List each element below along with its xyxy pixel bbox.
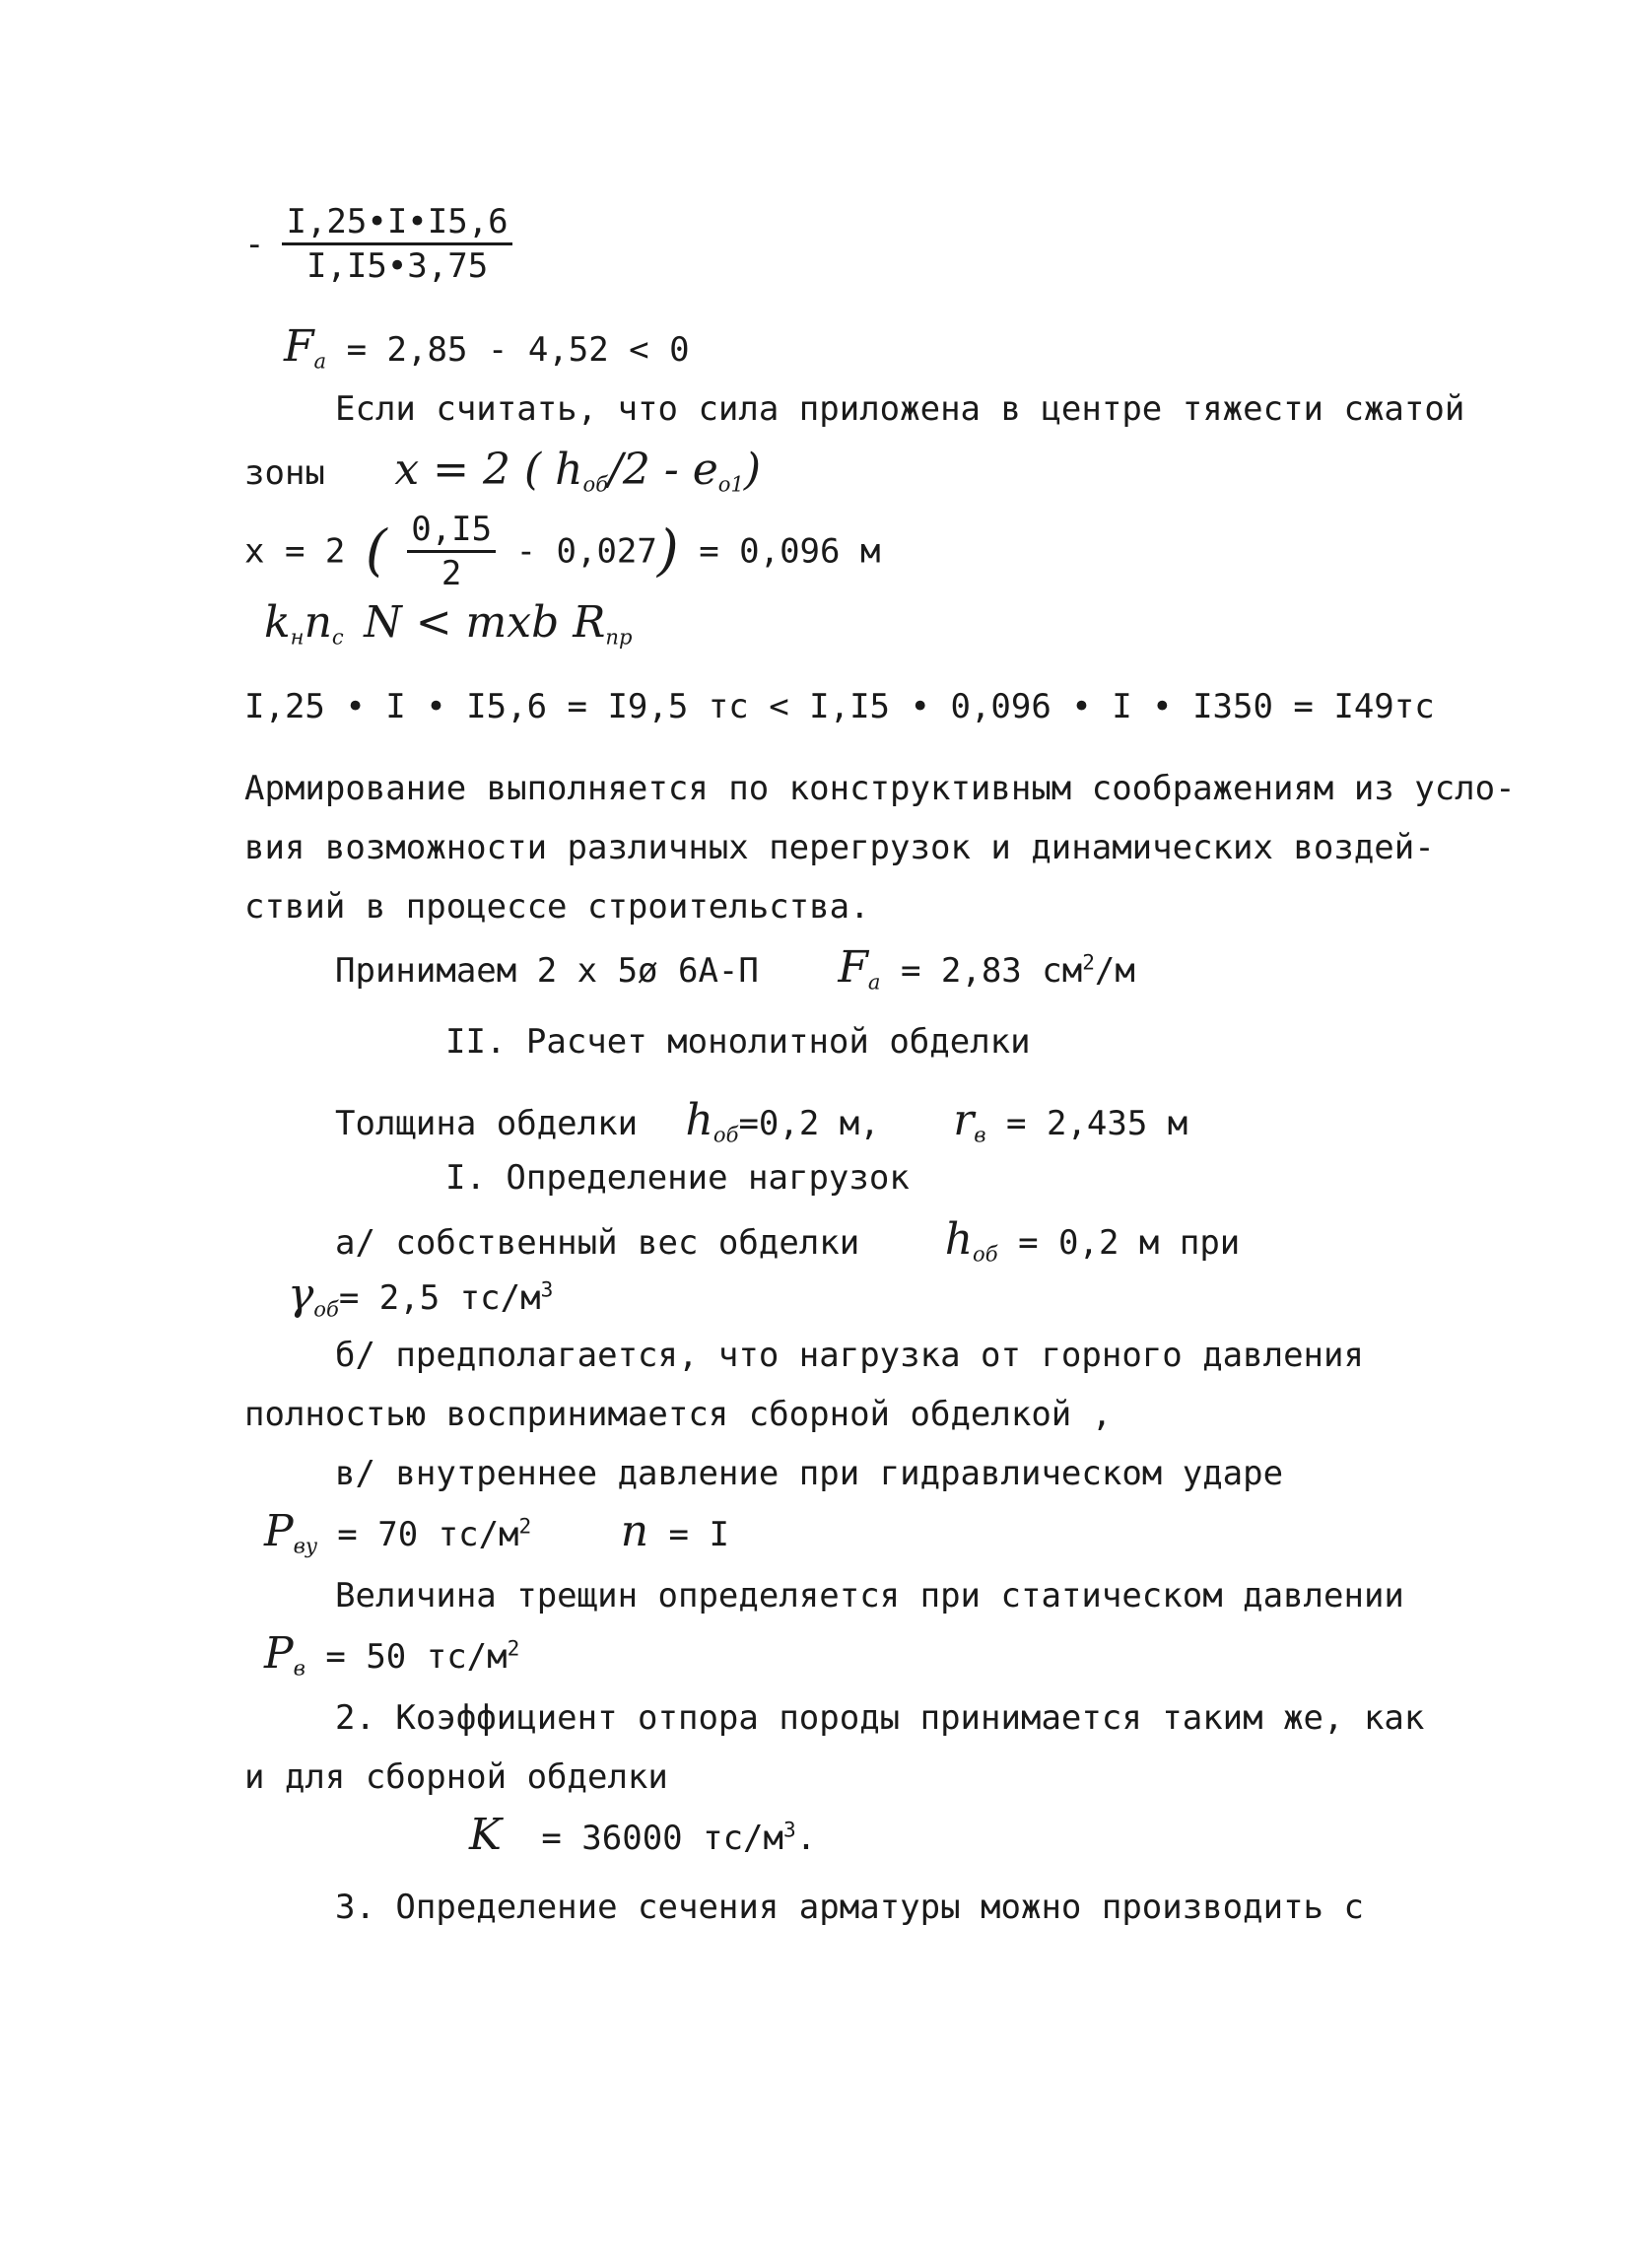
accept-value: = 2,83 см: [900, 951, 1083, 991]
accept-unit-tail: /м: [1094, 951, 1135, 991]
close-paren: ): [656, 518, 679, 584]
item-a-h-sub: oб: [973, 1241, 998, 1267]
accept-f-symbol: F: [838, 942, 868, 993]
x-calculation: [244, 510, 881, 593]
n-value: = I: [668, 1515, 729, 1554]
paragraph-line: Армирование выполняется по конструктивным соображениям из усло-: [244, 769, 1516, 808]
radius-sub: в: [974, 1122, 986, 1147]
k-value: = 36000 тс/м: [541, 1819, 783, 1858]
x-calc-denominator: 2: [441, 554, 462, 593]
pb-symbol: P: [264, 1628, 294, 1679]
fraction-numerator: I,25•I•I5,6: [282, 205, 511, 245]
paragraph-line: Если считать, что сила приложена в центре тяжести сжатой: [335, 389, 1465, 429]
thickness-h: h: [685, 1095, 713, 1145]
x-formula-rest: /2 - e: [608, 445, 718, 495]
n-symbol: n: [620, 1506, 649, 1556]
zone-formula-line: [244, 445, 762, 497]
fraction-denominator: I,I5•3,75: [305, 246, 489, 286]
gamma-sup: 3: [540, 1276, 554, 1302]
crack-line: Величина трещин определяется при статическом давлении: [335, 1576, 1404, 1615]
accept-text: Принимаем 2 x 5ø 6А-П: [335, 951, 759, 991]
numeric-check-line: I,25 • I • I5,6 = I9,5 тс < I,I5 • 0,096 • I • I350 = I49тс: [244, 687, 1435, 726]
pressure-line: [264, 1506, 729, 1558]
ineq-r-sub: пр: [605, 624, 633, 650]
p-sup: 2: [518, 1513, 532, 1539]
item-a-value: = 0,2 м при: [1018, 1223, 1241, 1263]
gamma-sub: oб: [313, 1296, 339, 1322]
ineq-rest: N < mxb R: [364, 597, 606, 648]
k-dot: .: [795, 1819, 817, 1858]
item-v-line: в/ внутреннее давление при гидравлическом ударе: [335, 1454, 1284, 1493]
x-formula-sub2: o1: [717, 471, 744, 497]
zone-word: зоны: [244, 453, 325, 493]
k-line: [469, 1810, 817, 1860]
p-sub: вy: [293, 1533, 317, 1558]
item-a-line: [335, 1214, 1241, 1267]
x-calc-numerator: 0,I5: [407, 513, 496, 553]
reinforcement-choice: [335, 942, 1135, 995]
x-formula: x = 2 ( h: [394, 445, 583, 495]
x-calc-fraction: [407, 510, 496, 593]
radius-symbol: r: [953, 1095, 975, 1145]
ineq-n-sub: c: [331, 624, 344, 650]
x-calc-middle: - 0,027: [515, 531, 657, 572]
fa-subscript: a: [313, 348, 327, 374]
item-b-line2: полностью воспринимается сборной обделкой ,: [244, 1395, 1113, 1434]
x-calc-left: x = 2: [244, 531, 346, 572]
open-paren: (: [365, 518, 387, 584]
item-3-line: 3. Определение сечения арматуры можно производить с: [335, 1888, 1364, 1927]
ineq-k-sub: н: [290, 624, 305, 650]
strength-inequality: [264, 597, 633, 650]
fa-symbol: F: [284, 321, 314, 372]
paragraph-line: вия возможности различных перегрузок и динамических воздей-: [244, 828, 1435, 867]
k-sup: 3: [783, 1817, 796, 1842]
fraction: [282, 202, 511, 286]
fa-equation: = 2,85 - 4,52 < 0: [346, 330, 690, 370]
p-value: = 70 тс/м: [337, 1515, 519, 1554]
thickness-value: =0,2 м,: [738, 1104, 880, 1143]
p-symbol: P: [264, 1506, 294, 1556]
accept-unit-sup: 2: [1082, 949, 1095, 975]
subheading: I. Определение нагрузок: [445, 1158, 910, 1198]
item-a-h: h: [944, 1214, 974, 1265]
item-2-line: 2. Коэффициент отпора породы принимается таким же, как: [335, 1698, 1425, 1738]
thickness-label: Толщина обделки: [335, 1104, 639, 1143]
static-pressure-line: [264, 1628, 520, 1681]
accept-f-sub: a: [867, 969, 881, 995]
ineq-k: k: [264, 597, 291, 648]
x-formula-close: ): [743, 445, 762, 495]
gamma-value: = 2,5 тс/м: [338, 1278, 541, 1318]
item-b-line: б/ предполагается, что нагрузка от горного давления: [335, 1336, 1364, 1375]
section-heading: II. Расчет монолитной обделки: [445, 1022, 1031, 1062]
thickness-line: [335, 1095, 1188, 1147]
fa-inequality: [284, 321, 690, 374]
pb-sub: в: [293, 1655, 305, 1681]
pb-value: = 50 тс/м: [325, 1637, 508, 1677]
thickness-h-sub: oб: [712, 1122, 739, 1147]
k-symbol: K: [469, 1810, 502, 1860]
gamma-symbol: γ: [288, 1270, 314, 1320]
radius-value: = 2,435 м: [1006, 1104, 1188, 1143]
minus-sign: -: [244, 224, 265, 264]
item-2-line2: и для сборной обделки: [244, 1757, 668, 1797]
x-calc-result: = 0,096 м: [699, 531, 881, 572]
pb-sup: 2: [507, 1635, 520, 1661]
fraction-expression: [244, 202, 512, 286]
item-a-text: а/ собственный вес обделки: [335, 1223, 860, 1263]
paragraph-line: ствий в процессе строительства.: [244, 887, 870, 927]
x-formula-sub: oб: [582, 471, 609, 497]
ineq-n: n: [304, 597, 332, 648]
density-line: [288, 1270, 554, 1322]
